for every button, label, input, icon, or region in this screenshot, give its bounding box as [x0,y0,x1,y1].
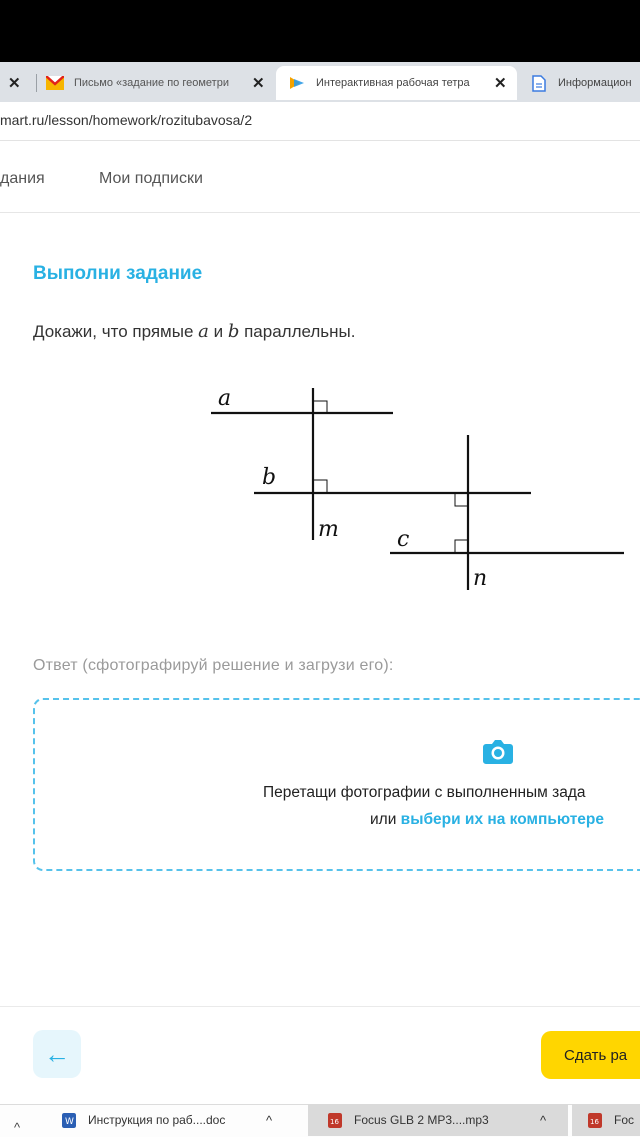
nav-item-tasks[interactable]: дания [0,170,45,187]
audio-file-icon [588,1113,602,1128]
uchi-logo-icon [290,77,304,89]
download-item-doc[interactable] [62,1104,300,1136]
tab-title: Информацион [558,77,632,89]
right-angle-mark-cn [455,540,468,553]
arrow-left-icon: ← [44,1038,70,1069]
right-angle-mark-bm [313,480,327,493]
label-n: n [473,566,488,591]
tab-close-icon[interactable]: ✕ [252,75,265,92]
label-c: c [397,527,410,552]
label-m: m [318,517,339,542]
task-title: Выполни задание [33,263,203,284]
device-top-bar [0,0,640,62]
tab-close-icon[interactable]: ✕ [8,75,21,92]
submit-label: Сдать ра [564,1046,628,1064]
geometry-figure [200,380,640,595]
browser-tab-mail[interactable] [44,66,274,100]
chevron-up-icon[interactable]: ^ [14,1120,21,1135]
tab-title: Письмо «задание по геометри [74,77,229,89]
answer-label: Ответ (сфотографируй решение и загрузи его): [33,657,394,674]
tab-title: Интерактивная рабочая тетра [316,77,470,89]
audio-file-icon [328,1113,342,1128]
variable-a: a [198,321,209,342]
choose-files-link[interactable]: выбери их на компьютере [400,811,605,828]
right-angle-mark-am [313,401,327,413]
download-name: Focus GLB 2 MP3....mp3 [354,1113,489,1127]
svg-text:W: W [65,1116,74,1127]
download-item-mp3-2[interactable] [572,1104,640,1136]
download-item-mp3[interactable] [308,1104,568,1136]
drop-alt-line: или выбери их на компьютере [370,811,605,828]
footer-divider [0,1006,640,1007]
download-name: Инструкция по раб....doc [88,1113,226,1127]
svg-text:16: 16 [330,1117,339,1126]
label-b: b [262,465,277,490]
drop-instructions: Перетащи фотографии с выполненным зада [263,784,586,801]
word-icon [62,1113,76,1128]
tab-close-icon[interactable]: ✕ [494,75,507,92]
browser-tab-workbook[interactable] [276,66,517,100]
variable-b: b [227,321,240,342]
browser-tab-info[interactable] [522,66,640,100]
chevron-up-icon[interactable]: ^ [540,1112,547,1128]
document-icon [532,75,546,92]
nav-item-subscriptions[interactable]: Мои подписки [99,170,203,187]
task-statement: Докажи, что прямые a и b параллельны. [33,321,356,342]
tab-divider [36,74,37,92]
svg-text:16: 16 [590,1117,599,1126]
camera-icon[interactable] [482,736,514,766]
mail-icon [46,76,64,90]
submit-button[interactable] [541,1031,640,1079]
download-name: Foc [614,1113,635,1127]
browser-tab-partial[interactable] [0,66,30,100]
label-a: a [218,386,232,411]
nav-divider [0,212,640,213]
chevron-up-icon[interactable]: ^ [266,1112,273,1128]
right-angle-mark-bn [455,493,468,506]
url-text[interactable]: mart.ru/lesson/homework/rozitubavosa/2 [0,112,253,128]
back-button[interactable] [33,1030,81,1078]
